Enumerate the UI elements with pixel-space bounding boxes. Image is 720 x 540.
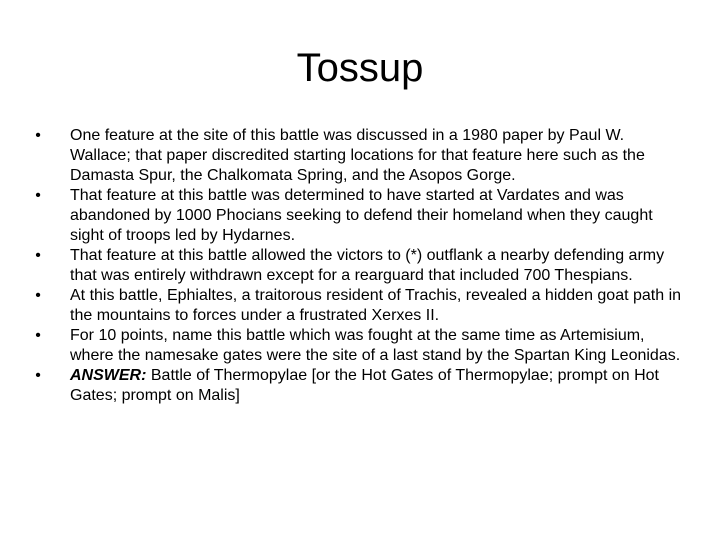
bullet-text: For 10 points, name this battle which was fought at the same time as Artemisium, where the namesake gates were the site of a last stand by the Spartan King Leonidas.	[70, 327, 681, 364]
bullet-icon: •	[35, 367, 41, 384]
bullet-item	[30, 246, 682, 286]
bullet-icon: •	[35, 187, 41, 204]
bullet-text: One feature at the site of this battle was discussed in a 1980 paper by Paul W. Wallace; that paper discredited starting locations for that feature here such as the Damasta Spur, the Chalkomata Spring, and the Asopos Gorge.	[70, 127, 645, 184]
bullet-icon: •	[35, 287, 41, 304]
bullet-list	[30, 126, 682, 406]
bullet-text: That feature at this battle allowed the victors to (*) outflank a nearby defending army that was entirely withdrawn except for a rearguard that included 700 Thespians.	[70, 247, 665, 284]
answer-text: Battle of Thermopylae [or the Hot Gates of Thermopylae; prompt on Hot Gates; prompt on Malis]	[70, 367, 659, 404]
bullet-icon: •	[35, 247, 41, 264]
answer-label: ANSWER:	[70, 367, 147, 384]
bullet-item	[30, 286, 682, 326]
bullet-icon: •	[35, 127, 41, 144]
answer-item	[30, 366, 682, 406]
bullet-item	[30, 126, 682, 186]
bullet-text: At this battle, Ephialtes, a traitorous resident of Trachis, revealed a hidden goat path in the mountains to forces under a frustrated Xerxes II.	[70, 287, 682, 324]
bullet-item	[30, 186, 682, 246]
bullet-icon: •	[35, 327, 41, 344]
bullet-text: That feature at this battle was determined to have started at Vardates and was abandoned by 1000 Phocians seeking to defend their homeland when they caught sight of troops led by Hydarnes.	[70, 187, 653, 244]
bullet-item	[30, 326, 682, 366]
slide-title: Tossup	[296, 46, 424, 90]
